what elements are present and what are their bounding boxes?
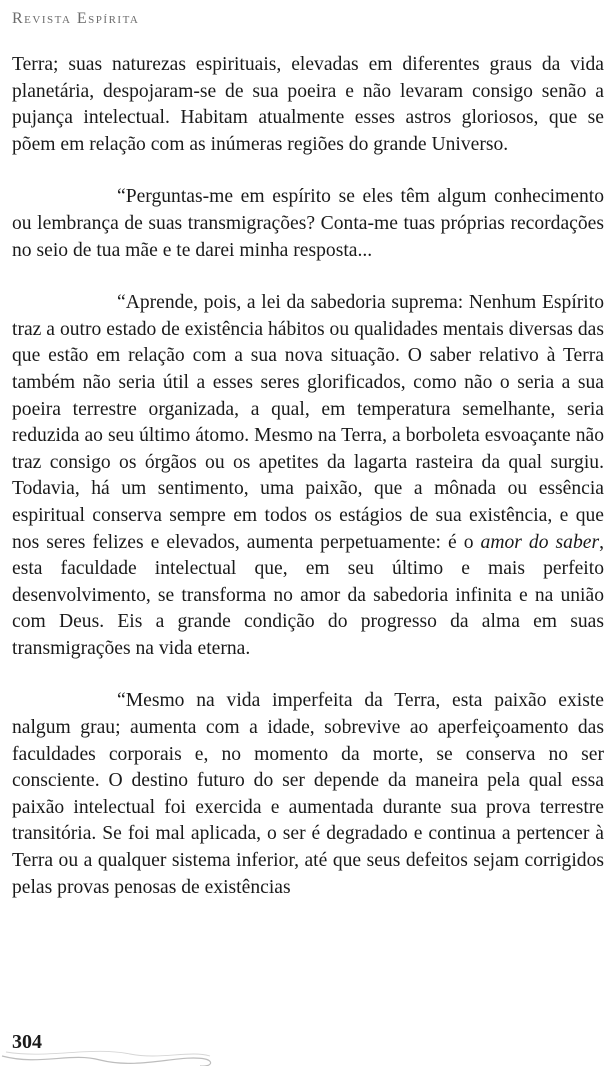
- page-number: 304: [12, 1031, 42, 1053]
- paragraph-text: “Perguntas-me em espírito se eles têm algum conhecimento ou lembrança de suas transmigrações? Conta-me tuas próprias recordações no seio de tua mãe e te darei minha resposta...: [12, 186, 604, 261]
- paragraph: [12, 290, 604, 662]
- paragraph: [12, 688, 604, 901]
- page-body: [12, 52, 604, 901]
- paragraph-text: Terra; suas naturezas espirituais, elevadas em diferentes graus da vida planetária, despojaram-se de sua poeira e não levaram consigo senão a pujança intelectual. Habitam atualmente esses astros gloriosos, que se põem em relação com as inúmeras regiões do grande Universo.: [12, 54, 604, 155]
- paragraph-text: “Aprende, pois, a lei da sabedoria suprema: Nenhum Espírito traz a outro estado de existência hábitos ou qualidades mentais diversas das que estão em relação com a sua nova situação. O saber relativo à Terra também não seria útil a esses seres glorificados, como não o seria a sua poeira terrestre organizada, a qual, em temperatura semelhante, seria reduzida ao seu último átomo. Mesmo na Terra, a borboleta esvoaçante não traz consigo os órgãos ou os apetites da lagarta rasteira da qual surgiu. Todavia, há um sentimento, uma paixão, que a mônada ou essência espiritual conserva sempre em todos os estágios de sua existência, e que nos seres felizes e elevados, aumenta perpetuamente: é o: [12, 292, 604, 553]
- paragraph-text: , esta faculdade intelectual que, em seu último e mais perfeito desenvolvimento, se transforma no amor da sabedoria infinita e na união com Deus. Eis a grande condição do progresso da alma em suas transmigrações na vida eterna.: [12, 531, 604, 659]
- running-head-title: Revista Espírita: [12, 10, 140, 27]
- paragraph: [12, 52, 604, 158]
- paragraph-text: “Mesmo na vida imperfeita da Terra, esta paixão existe nalgum grau; aumenta com a idade, sobrevive ao aperfeiçoamento das faculdades corporais e, no momento da morte, se conserva no ser consciente. O destino futuro do ser depende da maneira pela qual essa paixão intelectual foi exercida e aumentada durante sua prova terrestre transitória. Se foi mal aplicada, o ser é degradado e continua a pertencer à Terra ou a qualquer sistema inferior, até que seus defeitos sejam corrigidos pelas provas penosas de existências: [12, 690, 604, 898]
- paragraph: [12, 184, 604, 264]
- italic-phrase: amor do saber: [480, 531, 600, 553]
